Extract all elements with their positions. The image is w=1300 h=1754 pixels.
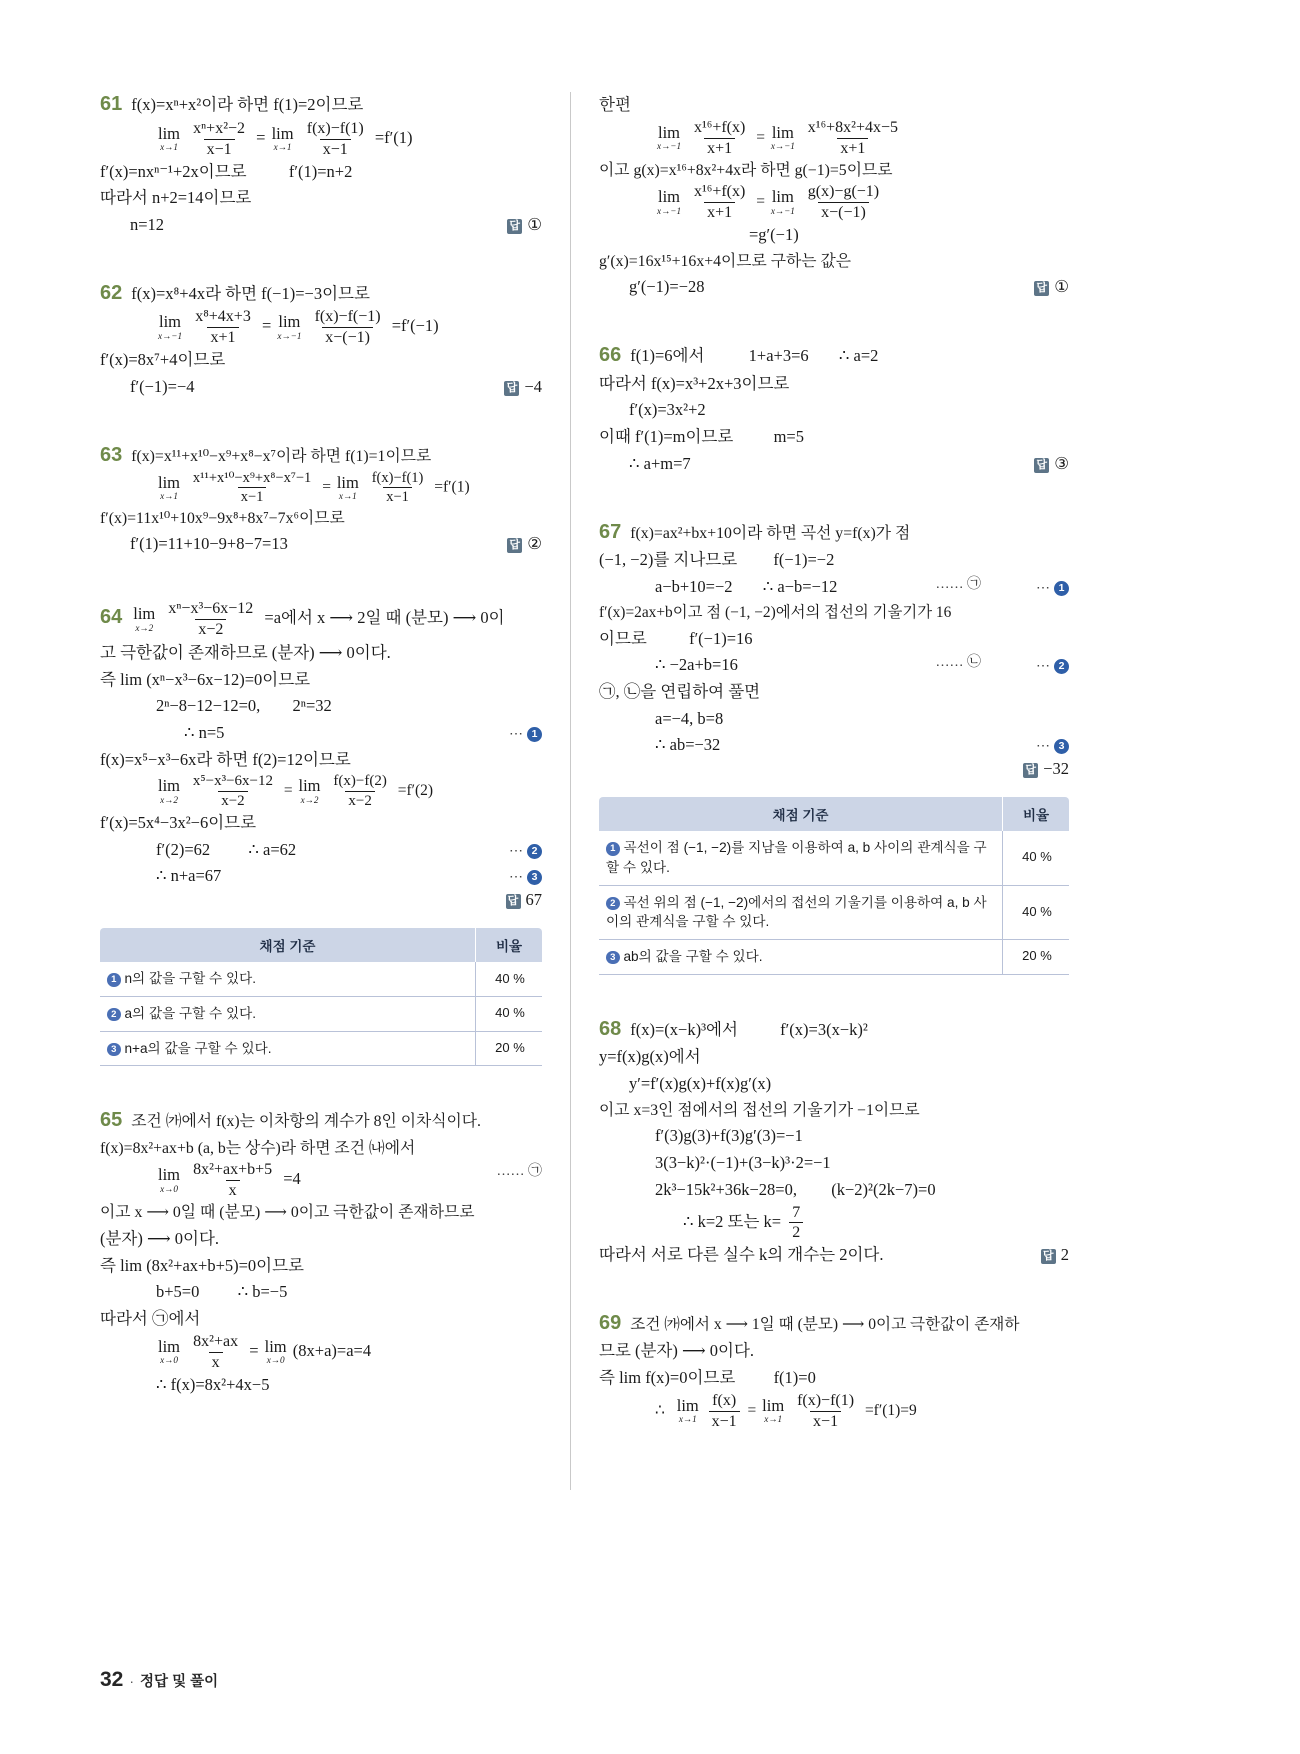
solution-line: f(x)=xⁿ+x²이라 하면 f(1)=2이므로 bbox=[131, 95, 364, 114]
solution-line: f′(x)=8x⁷+4이므로 bbox=[100, 350, 226, 370]
criteria-text: n+a의 값을 구할 수 있다. bbox=[124, 1040, 272, 1056]
problem-number: 69 bbox=[599, 1312, 622, 1335]
answer-value: ① bbox=[527, 214, 542, 234]
solution-line: 이고 g(x)=x¹⁶+8x²+4x라 하면 g(−1)=5이므로 bbox=[599, 161, 893, 179]
expression: m=5 bbox=[773, 427, 804, 447]
fraction-numerator: 7 bbox=[792, 1203, 801, 1221]
answer-marker-icon: 답 bbox=[506, 894, 521, 909]
limit-subscript: x→−1 bbox=[657, 141, 682, 152]
solution-line: 이고 x ⟶ 0일 때 (분모) ⟶ 0이고 극한값이 존재하므로 bbox=[100, 1204, 475, 1222]
answer-marker-icon: 답 bbox=[1034, 281, 1049, 296]
expression: f(−1)=−2 bbox=[773, 550, 835, 570]
fraction-denominator: x+1 bbox=[704, 138, 735, 158]
expression: f′(1)=11+10−9+8−7=13 bbox=[130, 534, 288, 554]
ratio-cell: 40 % bbox=[476, 962, 543, 996]
step-arrow-icon: ⋯ bbox=[1036, 739, 1050, 755]
fraction-denominator: x−2 bbox=[218, 791, 247, 810]
fraction-denominator: x−(−1) bbox=[818, 202, 869, 222]
answer-value: ② bbox=[527, 534, 542, 554]
problem-number: 62 bbox=[100, 281, 123, 304]
solution-line bbox=[599, 732, 1069, 759]
fraction-numerator: xⁿ−x³−6x−12 bbox=[168, 600, 254, 617]
criteria-text: a의 값을 구할 수 있다. bbox=[124, 1005, 256, 1021]
criteria-text: ab의 값을 구할 수 있다. bbox=[623, 948, 763, 964]
step-marker-row bbox=[509, 720, 542, 747]
expression-tail: =4 bbox=[283, 1169, 301, 1189]
solution-line: 므로 (분자) ⟶ 0이다. bbox=[599, 1341, 755, 1361]
expression-tail: =f′(−1) bbox=[391, 316, 439, 336]
equals-sign: = bbox=[256, 127, 266, 147]
solution-line: f′(3)g(3)+f(3)g′(3)=−1 bbox=[655, 1126, 803, 1146]
answer-value: 67 bbox=[525, 890, 542, 910]
right-column bbox=[599, 92, 1069, 1592]
expression: f(1)=6에서 bbox=[630, 345, 705, 365]
solution-line: f′(x)=3x²+2 bbox=[629, 400, 706, 420]
solution-line bbox=[599, 574, 1069, 601]
problem-66 bbox=[599, 343, 1069, 478]
table-row bbox=[599, 939, 1069, 974]
expression: 따라서 서로 다른 실수 k의 개수는 2이다. bbox=[599, 1245, 884, 1265]
expression: 2ⁿ−8−12−12=0, bbox=[156, 696, 261, 716]
solution-line: f(x)=8x²+ax+b (a, b는 상수)라 하면 조건 ㈏에서 bbox=[100, 1139, 416, 1157]
limit-subscript: x→0 bbox=[266, 1355, 285, 1366]
solution-line: f(x)=ax²+bx+10이라 하면 곡선 y=f(x)가 점 bbox=[630, 524, 911, 542]
criteria-badge: 3 bbox=[107, 1043, 121, 1057]
criteria-cell bbox=[599, 885, 1003, 939]
page-footer bbox=[100, 1668, 218, 1692]
solution-line bbox=[599, 652, 1069, 679]
fraction-numerator: x¹⁶+8x²+4x−5 bbox=[807, 118, 899, 136]
answer-marker-icon: 답 bbox=[504, 381, 519, 396]
fraction-numerator: 8x²+ax bbox=[193, 1332, 239, 1350]
fraction-denominator: x+1 bbox=[837, 138, 868, 158]
column-divider bbox=[570, 92, 571, 1490]
step-arrow-icon: ⋯ bbox=[509, 843, 523, 859]
solution-line bbox=[100, 693, 542, 720]
criteria-text: 곡선 위의 점 (−1, −2)에서의 접선의 기울기를 이용하여 a, b 사이의 관계식을 구할 수 있다. bbox=[606, 894, 987, 930]
expression: ∴ k=2 또는 k= bbox=[683, 1211, 782, 1231]
answer-value: 2 bbox=[1060, 1245, 1069, 1265]
expression: f′(−1)=−4 bbox=[130, 376, 195, 396]
answer-marker-icon: 답 bbox=[507, 538, 522, 553]
limit-subscript: x→2 bbox=[160, 794, 178, 805]
fraction-denominator: x−(−1) bbox=[322, 327, 373, 347]
fraction-denominator: x+1 bbox=[207, 327, 238, 347]
solution-line: 조건 ㈎에서 f(x)는 이차항의 계수가 8인 이차식이다. bbox=[131, 1113, 481, 1131]
fraction-denominator: x bbox=[209, 1352, 223, 1372]
criteria-badge: 1 bbox=[606, 842, 620, 856]
solution-line: =g′(−1) bbox=[749, 224, 799, 244]
answer-value: ① bbox=[1054, 277, 1069, 297]
problem-64 bbox=[100, 600, 542, 1066]
criteria-header: 채점 기준 bbox=[599, 797, 1003, 831]
answer-block bbox=[599, 759, 1069, 779]
answer-block bbox=[507, 531, 542, 558]
expression: a−b+10=−2 bbox=[655, 576, 733, 596]
expression-tail: =f′(1) bbox=[374, 127, 413, 147]
reference-tag: …… ㉠ bbox=[496, 1164, 542, 1180]
fraction-numerator: 8x²+ax+b+5 bbox=[193, 1161, 273, 1179]
solution-line: g′(x)=16x¹⁵+16x+4이므로 구하는 값은 bbox=[599, 252, 852, 270]
solution-line: 한편 bbox=[599, 95, 631, 114]
solution-line: f(x)=x⁵−x³−6x라 하면 f(2)=12이므로 bbox=[100, 749, 351, 769]
solution-line: 따라서 ㉠에서 bbox=[100, 1308, 201, 1328]
solution-line: y=f(x)g(x)에서 bbox=[599, 1047, 701, 1067]
left-column bbox=[100, 92, 570, 1592]
limit-subscript: x→2 bbox=[135, 622, 154, 633]
solution-line bbox=[100, 863, 542, 890]
limit-subscript: x→1 bbox=[160, 491, 178, 502]
expression-tail: (8x+a)=a=4 bbox=[292, 1340, 372, 1360]
solution-line: 따라서 f(x)=x³+2x+3이므로 bbox=[599, 373, 790, 393]
step-marker-row bbox=[1036, 652, 1069, 679]
page-number: 32 bbox=[100, 1668, 124, 1691]
answer-block bbox=[507, 212, 542, 239]
fraction-numerator: f(x)−f(−1) bbox=[314, 308, 381, 326]
step-marker-row bbox=[1036, 732, 1069, 759]
criteria-badge: 3 bbox=[606, 951, 620, 965]
fraction-numerator: g(x)−g(−1) bbox=[807, 183, 880, 201]
solution-line: ㉠, ㉡을 연립하여 풀면 bbox=[599, 681, 761, 701]
table-row bbox=[599, 885, 1069, 939]
ratio-header: 비율 bbox=[1003, 797, 1070, 831]
answer-value: −4 bbox=[524, 376, 542, 396]
reference-tag: …… ㉡ bbox=[935, 655, 981, 671]
step-marker-row bbox=[509, 837, 542, 864]
expression: 2k³−15k²+36k−28=0, bbox=[655, 1179, 797, 1199]
step-badge: 2 bbox=[527, 844, 542, 859]
fraction-numerator: f(x)−f(1) bbox=[371, 470, 424, 487]
limit-subscript: x→0 bbox=[160, 1355, 178, 1366]
solution-line: f′(x)=2ax+b이고 점 (−1, −2)에서의 접선의 기울기가 16 bbox=[599, 603, 952, 621]
solution-line: lim x→1 $\frac{\text{xⁿ+x²−2}}{x-1}$ = lim x→1 $\frac{f(x)-f(1)}{x-1}$ =f′(1) bbox=[158, 119, 413, 158]
table-row bbox=[599, 831, 1069, 885]
expression-tail: =f′(1) bbox=[434, 478, 470, 496]
fraction-denominator: x−1 bbox=[204, 139, 235, 159]
expression: (k−2)²(2k−7)=0 bbox=[831, 1179, 936, 1199]
continuation-block bbox=[599, 92, 1069, 301]
limit-subscript: x→−1 bbox=[277, 330, 302, 341]
fraction-denominator: 2 bbox=[789, 1222, 803, 1242]
limit-subscript: x→1 bbox=[764, 1414, 783, 1425]
fraction-denominator: x+1 bbox=[704, 202, 735, 222]
limit-subscript: x→−1 bbox=[158, 330, 183, 341]
step-arrow-icon: ⋯ bbox=[509, 726, 523, 742]
answer-block bbox=[1041, 1242, 1069, 1269]
expression: 이므로 bbox=[599, 628, 647, 648]
criteria-text: n의 값을 구할 수 있다. bbox=[124, 971, 256, 987]
limit-subscript: x→1 bbox=[160, 142, 178, 153]
solution-line bbox=[100, 212, 542, 239]
fraction-numerator: x⁵−x³−6x−12 bbox=[192, 773, 273, 790]
solution-line: lim x→2 $\frac{\text{xⁿ−x³−6x−12}}{x-2}$ =a에서 x ⟶ 2일 때 (분모) ⟶ 0이 bbox=[133, 600, 505, 638]
solution-line: 고 극한값이 존재하므로 (분자) ⟶ 0이다. bbox=[100, 642, 391, 662]
criteria-cell bbox=[100, 996, 476, 1031]
fraction-numerator: x⁸+4x+3 bbox=[195, 308, 251, 326]
expression: f′(1)=n+2 bbox=[288, 161, 353, 181]
expression: f′(x)=nxⁿ⁻¹+2x이므로 bbox=[100, 161, 247, 181]
answer-marker-icon: 답 bbox=[1023, 763, 1038, 778]
table-row bbox=[100, 996, 542, 1031]
answer-marker-icon: 답 bbox=[1034, 458, 1049, 473]
fraction-denominator: x−1 bbox=[810, 1411, 841, 1431]
problem-67 bbox=[599, 520, 1069, 975]
criteria-cell bbox=[100, 962, 476, 996]
expression: ∴ a+m=7 bbox=[629, 453, 691, 473]
fraction-numerator: f(x) bbox=[712, 1391, 737, 1409]
solution-line bbox=[599, 1242, 1069, 1269]
problem-61 bbox=[100, 92, 542, 239]
answer-marker-icon: 답 bbox=[507, 219, 522, 234]
step-arrow-icon: ⋯ bbox=[1036, 659, 1050, 675]
solution-line bbox=[630, 1017, 868, 1044]
fraction-numerator: f(x)−f(1) bbox=[306, 119, 364, 137]
solution-line bbox=[599, 1204, 1069, 1243]
fraction-denominator: x−1 bbox=[320, 139, 351, 159]
solution-line bbox=[100, 531, 542, 558]
step-marker-row bbox=[1036, 574, 1069, 601]
table-header-row bbox=[100, 928, 542, 962]
step-badge: 1 bbox=[527, 727, 542, 742]
limit-subscript: x→0 bbox=[160, 1183, 178, 1194]
solution-line: lim x→−1 $\frac{\text{x¹⁶+f(x)}}{x+1}$ = lim x→−1 $\frac{g(x)-g(-1)}{x-(-1)}$ bbox=[599, 183, 1069, 222]
solution-line: 3(3−k)²·(−1)+(3−k)³·2=−1 bbox=[655, 1153, 831, 1173]
footer-separator: · bbox=[129, 1673, 135, 1689]
expression: 이때 f′(1)=m이므로 bbox=[599, 427, 734, 447]
fraction-numerator: f(x)−f(2) bbox=[333, 773, 387, 790]
expression: f′(2)=62 bbox=[156, 839, 211, 859]
two-column-layout bbox=[100, 92, 1200, 1592]
solution-line bbox=[100, 159, 542, 186]
solution-line bbox=[599, 451, 1069, 478]
solution-line: (분자) ⟶ 0이다. bbox=[100, 1228, 220, 1248]
solution-line: 따라서 n+2=14이므로 bbox=[100, 188, 252, 208]
problem-number: 65 bbox=[100, 1109, 123, 1132]
fraction-numerator: f(x)−f(1) bbox=[797, 1391, 855, 1409]
solution-line: lim x→0 $\frac{\text{8x²+ax}}{x}$ = lim x→0 (8x+a)=a=4 bbox=[158, 1332, 372, 1371]
solution-line: 즉 lim (8x²+ax+b+5)=0이므로 bbox=[100, 1255, 304, 1275]
criteria-badge: 1 bbox=[107, 973, 121, 987]
expression: f(1)=0 bbox=[773, 1368, 816, 1387]
solution-line: lim x→2 $\frac{\text{x⁵−x³−6x−12}}{x-2}$ = lim x→2 $\frac{f(x)-f(2)}{x-2}$ =f′(2) bbox=[158, 773, 434, 810]
problem-number: 63 bbox=[100, 443, 123, 466]
problem-number: 64 bbox=[100, 606, 123, 629]
fraction-denominator: x−2 bbox=[195, 619, 226, 639]
fraction-denominator: x bbox=[226, 1180, 240, 1200]
expression: g′(−1)=−28 bbox=[629, 277, 705, 297]
problem-62 bbox=[100, 281, 542, 401]
fraction-numerator: x¹¹+x¹⁰−x⁹+x⁸−x⁷−1 bbox=[192, 470, 312, 487]
expression: f′(−1)=16 bbox=[689, 628, 753, 648]
answer-block bbox=[504, 374, 542, 401]
expression: ∴ n=5 bbox=[184, 722, 225, 742]
step-badge: 1 bbox=[1054, 581, 1069, 596]
expression: n=12 bbox=[130, 214, 165, 234]
expression: ∴ ab=−32 bbox=[655, 735, 721, 755]
ratio-cell: 20 % bbox=[476, 1031, 543, 1066]
problem-number: 68 bbox=[599, 1017, 622, 1040]
solution-line: lim x→1 $\frac{\text{x¹¹+x¹⁰−x⁹+x⁸−x⁷−1}}{x-1}$ = lim x→1 $\frac{f(x)-f(1)}{x-1}$ =f′(1) bbox=[158, 470, 470, 506]
table-row bbox=[100, 962, 542, 996]
answer-block bbox=[1034, 451, 1069, 478]
scoring-criteria-table-64 bbox=[100, 928, 542, 1066]
limit-subscript: x→−1 bbox=[657, 205, 682, 216]
limit-subscript: x→1 bbox=[678, 1414, 697, 1425]
solution-line: 이고 x=3인 점에서의 접선의 기울기가 −1이므로 bbox=[599, 1101, 920, 1119]
solution-line bbox=[599, 1177, 1069, 1204]
limit-subscript: x→−1 bbox=[770, 141, 795, 152]
solution-line: lim x→−1 $\frac{\text{x⁸+4x+3}}{x+1}$ = lim x→−1 $\frac{f(x)-f(-1)}{x-(-1)}$ =f′(−1) bbox=[158, 308, 439, 347]
solution-line: f′(x)=5x⁴−3x²−6이므로 bbox=[100, 813, 257, 832]
fraction-numerator: x¹⁶+f(x) bbox=[693, 183, 746, 201]
step-arrow-icon: ⋯ bbox=[1036, 580, 1050, 596]
expression: 1+a+3=6 bbox=[748, 345, 809, 365]
scoring-criteria-table-67 bbox=[599, 797, 1069, 975]
fraction-numerator: x¹⁶+f(x) bbox=[693, 118, 746, 136]
solution-line bbox=[599, 1365, 1069, 1392]
expression: ∴ a=62 bbox=[248, 839, 297, 859]
criteria-badge: 2 bbox=[107, 1008, 121, 1022]
problem-65 bbox=[100, 1108, 542, 1398]
expression: ∴ n+a=67 bbox=[156, 866, 222, 886]
expression: f′(x)=3(x−k)² bbox=[780, 1019, 868, 1039]
criteria-text: 곡선이 점 (−1, −2)를 지남을 이용하여 a, b 사이의 관계식을 구할 수 있다. bbox=[606, 840, 987, 875]
expression: f(x)=(x−k)³에서 bbox=[630, 1019, 738, 1039]
solution-line bbox=[599, 274, 1069, 301]
problem-number: 67 bbox=[599, 520, 622, 543]
solution-line: lim x→0 $\frac{\text{8x²+ax+b+5}}{x}$ =4 …… ㉠ bbox=[158, 1161, 542, 1200]
limit-subscript: x→−1 bbox=[770, 205, 795, 216]
expression-tail: =f′(1)=9 bbox=[864, 1401, 917, 1419]
answer-value: ③ bbox=[1054, 453, 1069, 473]
problem-69 bbox=[599, 1311, 1069, 1431]
expression: 2ⁿ=32 bbox=[292, 696, 332, 716]
problem-number: 66 bbox=[599, 343, 622, 366]
criteria-cell bbox=[599, 939, 1003, 974]
expression: (−1, −2)를 지나므로 bbox=[599, 550, 738, 570]
solution-line bbox=[100, 374, 542, 401]
table-row bbox=[100, 1031, 542, 1066]
criteria-cell bbox=[100, 1031, 476, 1066]
solution-line: y′=f′(x)g(x)+f(x)g′(x) bbox=[629, 1074, 772, 1094]
solution-line bbox=[599, 424, 1069, 451]
fraction-denominator: x−1 bbox=[383, 487, 412, 505]
criteria-badge: 2 bbox=[606, 897, 620, 911]
expression: 즉 lim f(x)=0이므로 bbox=[599, 1368, 736, 1387]
expression: 즉 lim (xⁿ−x³−6x−12)=0이므로 bbox=[100, 669, 311, 689]
step-badge: 2 bbox=[1054, 659, 1069, 674]
limit-subscript: x→2 bbox=[300, 794, 319, 805]
footer-label: 정답 및 풀이 bbox=[140, 1674, 219, 1690]
ratio-header: 비율 bbox=[476, 928, 543, 962]
step-marker-row bbox=[509, 863, 542, 890]
solution-line bbox=[100, 720, 542, 747]
step-badge: 3 bbox=[1054, 739, 1069, 754]
limit-subscript: x→1 bbox=[273, 142, 292, 153]
expression: ∴ a−b=−12 bbox=[762, 576, 838, 596]
problem-68 bbox=[599, 1017, 1069, 1269]
solution-line: f(x)=x⁸+4x라 하면 f(−1)=−3이므로 bbox=[131, 283, 370, 303]
step-badge: 3 bbox=[527, 870, 542, 885]
expression-tail: =a에서 x ⟶ 2일 때 (분모) ⟶ 0이 bbox=[264, 608, 505, 628]
solution-line bbox=[100, 1279, 542, 1306]
ratio-cell: 40 % bbox=[476, 996, 543, 1031]
fraction-numerator: xⁿ+x²−2 bbox=[193, 119, 246, 137]
fraction-denominator: x−1 bbox=[238, 487, 267, 505]
problem-63 bbox=[100, 443, 542, 558]
solution-line: f(x)=x¹¹+x¹⁰−x⁹+x⁸−x⁷이라 하면 f(1)=1이므로 bbox=[131, 447, 432, 465]
expression: b+5=0 bbox=[156, 1282, 200, 1302]
expression: ∴ b=−5 bbox=[237, 1282, 288, 1302]
solution-line: f′(x)=11x¹⁰+10x⁹−9x⁸+8x⁷−7x⁶이므로 bbox=[100, 509, 345, 527]
solution-line: lim x→−1 $\frac{\text{x¹⁶+f(x)}}{x+1}$ = lim x→−1 $\frac{\text{x¹⁶+8x²+4x−5}}{x+1}$ bbox=[599, 119, 1069, 158]
limit-subscript: x→1 bbox=[338, 491, 357, 502]
solution-line: ∴ f(x)=8x²+4x−5 bbox=[156, 1374, 270, 1394]
solution-line bbox=[630, 343, 878, 370]
fraction-denominator: x−1 bbox=[709, 1411, 740, 1431]
answer-block bbox=[100, 890, 542, 910]
answer-block bbox=[1034, 274, 1069, 301]
solution-line: a=−4, b=8 bbox=[655, 708, 724, 728]
answer-marker-icon: 답 bbox=[1041, 1249, 1056, 1264]
solution-line: ∴ lim x→1 $\frac{f(x)}{x-1}$ = lim x→1 $\frac{f(x)-f(1)}{x-1}$ =f′(1)=9 bbox=[655, 1391, 917, 1430]
criteria-header: 채점 기준 bbox=[100, 928, 476, 962]
expression-tail: =f′(2) bbox=[397, 782, 434, 800]
solution-line bbox=[599, 547, 1069, 574]
ratio-cell: 40 % bbox=[1003, 885, 1070, 939]
solution-line bbox=[100, 667, 542, 694]
problem-number: 61 bbox=[100, 93, 123, 115]
ratio-cell: 40 % bbox=[1003, 831, 1070, 885]
table-header-row bbox=[599, 797, 1069, 831]
solution-line: 조건 ㈎에서 x ⟶ 1일 때 (분모) ⟶ 0이고 극한값이 존재하 bbox=[630, 1316, 1020, 1334]
reference-tag: …… ㉠ bbox=[935, 576, 981, 592]
fraction-denominator: x−2 bbox=[345, 791, 374, 810]
step-arrow-icon: ⋯ bbox=[509, 870, 523, 886]
answer-value: −32 bbox=[1043, 759, 1069, 779]
ratio-cell: 20 % bbox=[1003, 939, 1070, 974]
solution-line bbox=[599, 626, 1069, 653]
expression: ∴ −2a+b=16 bbox=[655, 655, 738, 675]
expression: ∴ a=2 bbox=[838, 345, 879, 365]
criteria-cell bbox=[599, 831, 1003, 885]
solution-line bbox=[100, 837, 542, 864]
